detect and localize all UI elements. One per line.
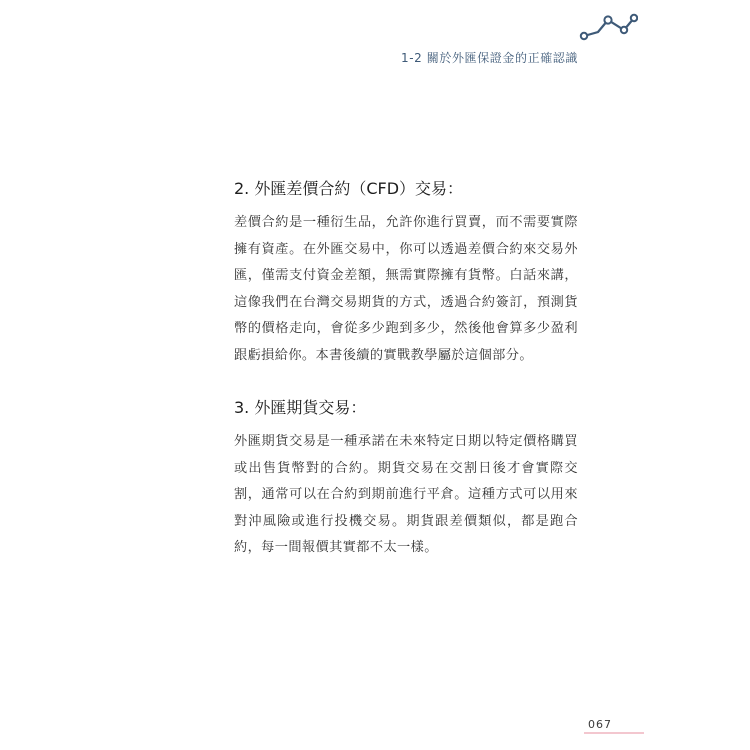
chart-line-icon <box>578 10 638 42</box>
section-heading: 2. 外匯差價合約（CFD）交易： <box>234 179 464 198</box>
section-paragraph: 差價合約是一種衍生品，允許你進行買賣，而不需要實際擁有資產。在外匯交易中，你可以透過差價合約來交易外匯，僅需支付資金差額，無需實際擁有貨幣。白話來講，這像我們在台灣交易期貨的方式，透過合約簽訂，預測貨幣的價格走向，會從多少跑到多少，然後他會算多少盈利跟虧損給你。本書後續的實戰教學屬於這個部分。 <box>234 215 578 363</box>
section-futures <box>234 395 578 562</box>
running-header: 1-2 關於外匯保證金的正確認識 <box>400 51 578 65</box>
section-heading: 3. 外匯期貨交易： <box>234 398 367 417</box>
page-number: 067 <box>588 718 612 731</box>
page-number-rule <box>584 732 644 734</box>
section-cfd <box>234 176 578 369</box>
section-paragraph: 外匯期貨交易是一種承諾在未來特定日期以特定價格購買或出售貨幣對的合約。期貨交易在交割日後才會實際交割，通常可以在合約到期前進行平倉。這種方式可以用來對沖風險或進行投機交易。期貨跟差價類似，都是跑合約，每一間報價其實都不太一樣。 <box>234 434 578 555</box>
main-content <box>234 176 578 562</box>
